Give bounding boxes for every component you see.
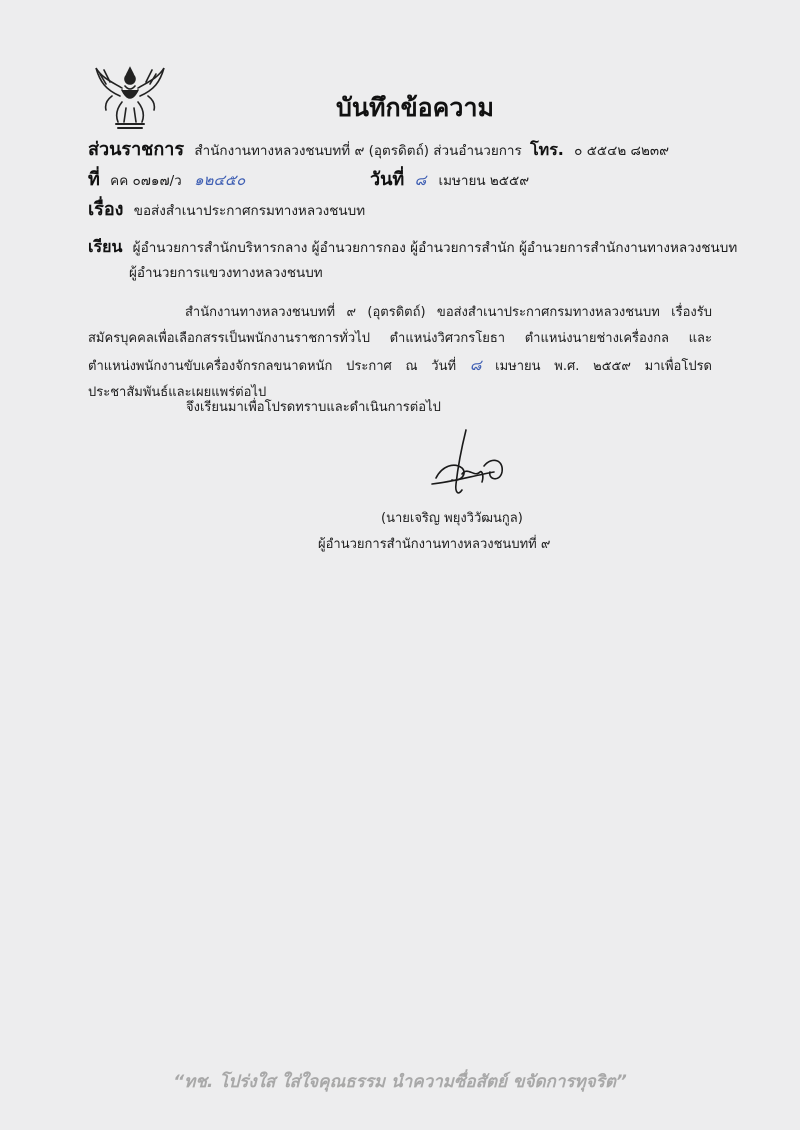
addressee-line-1: ผู้อำนวยการสำนักบริหารกลาง ผู้อำนวยการกอง ผู้อำนวยการสำนัก ผู้อำนวยการสำนักงานทางหลวงชนบท xyxy=(132,240,738,256)
subject-text: ขอส่งสำเนาประกาศกรมทางหลวงชนบท xyxy=(133,203,366,219)
agency-label: ส่วนราชการ xyxy=(88,139,185,160)
subject-label: เรื่อง xyxy=(88,199,124,220)
memo-title: บันทึกข้อความ xyxy=(336,93,494,122)
addressee-label: เรียน xyxy=(88,237,123,256)
body-text-part-2: เมษายน พ.ศ. ๒๕๕๙ มาเพื่อโปรดประชาสัมพันธ์และเผยแพร่ต่อไป xyxy=(88,359,713,400)
body-paragraph xyxy=(88,300,712,406)
signer-position: ผู้อำนวยการสำนักงานทางหลวงชนบทที่ ๙ xyxy=(318,537,551,552)
reference-row xyxy=(88,164,245,193)
date-text: เมษายน ๒๕๕๙ xyxy=(438,173,530,189)
date-day-handwritten: ๘ xyxy=(414,171,427,189)
agency-row xyxy=(88,134,669,163)
garuda-emblem-icon xyxy=(92,62,168,134)
subject-row xyxy=(88,194,365,223)
reference-label: ที่ xyxy=(88,169,100,190)
footer-slogan: “ทช. โปร่งใส ใส่ใจคุณธรรม นำความซื่อสัตย์ ขจัดการทุจริต” xyxy=(173,1072,627,1092)
phone-label: โทร. xyxy=(530,140,564,159)
body-day-handwritten: ๘ xyxy=(469,356,482,374)
date-label: วันที่ xyxy=(370,169,405,190)
addressee-line-2: ผู้อำนวยการแขวงทางหลวงชนบท xyxy=(129,265,323,281)
phone-number: ๐ ๕๕๔๒ ๘๒๓๙ xyxy=(574,143,669,159)
addressee-row xyxy=(88,235,737,260)
reference-number-handwritten: ๑๒๔๕๐ xyxy=(194,171,246,189)
reference-text: คค ๐๗๑๗/ว xyxy=(110,173,182,189)
body-text-part-1: สำนักงานทางหลวงชนบทที่ ๙ (อุตรดิตถ์) ขอส่งสำเนาประกาศกรมทางหลวงชนบท เรื่องรับสมัครบุคคลเพื่อเลือกสรรเป็นพนักงานราชการทั่วไป ตำแหน่งวิศวกรโยธา ตำแหน่งนายช่างเครื่องกล และตำแหน่งพนักงานขับเครื่องจักรกลขนาดหนัก ประกาศ ณ วันที่ xyxy=(88,305,712,374)
agency-text: สำนักงานทางหลวงชนบทที่ ๙ (อุตรดิตถ์) ส่วนอำนวยการ xyxy=(194,143,522,159)
closing-line: จึงเรียนมาเพื่อโปรดทราบและดำเนินการต่อไป xyxy=(186,400,441,415)
handwritten-signature xyxy=(422,426,518,500)
signer-name: (นายเจริญ พยุงวิวัฒนกูล) xyxy=(381,511,523,526)
date-row xyxy=(370,164,529,193)
